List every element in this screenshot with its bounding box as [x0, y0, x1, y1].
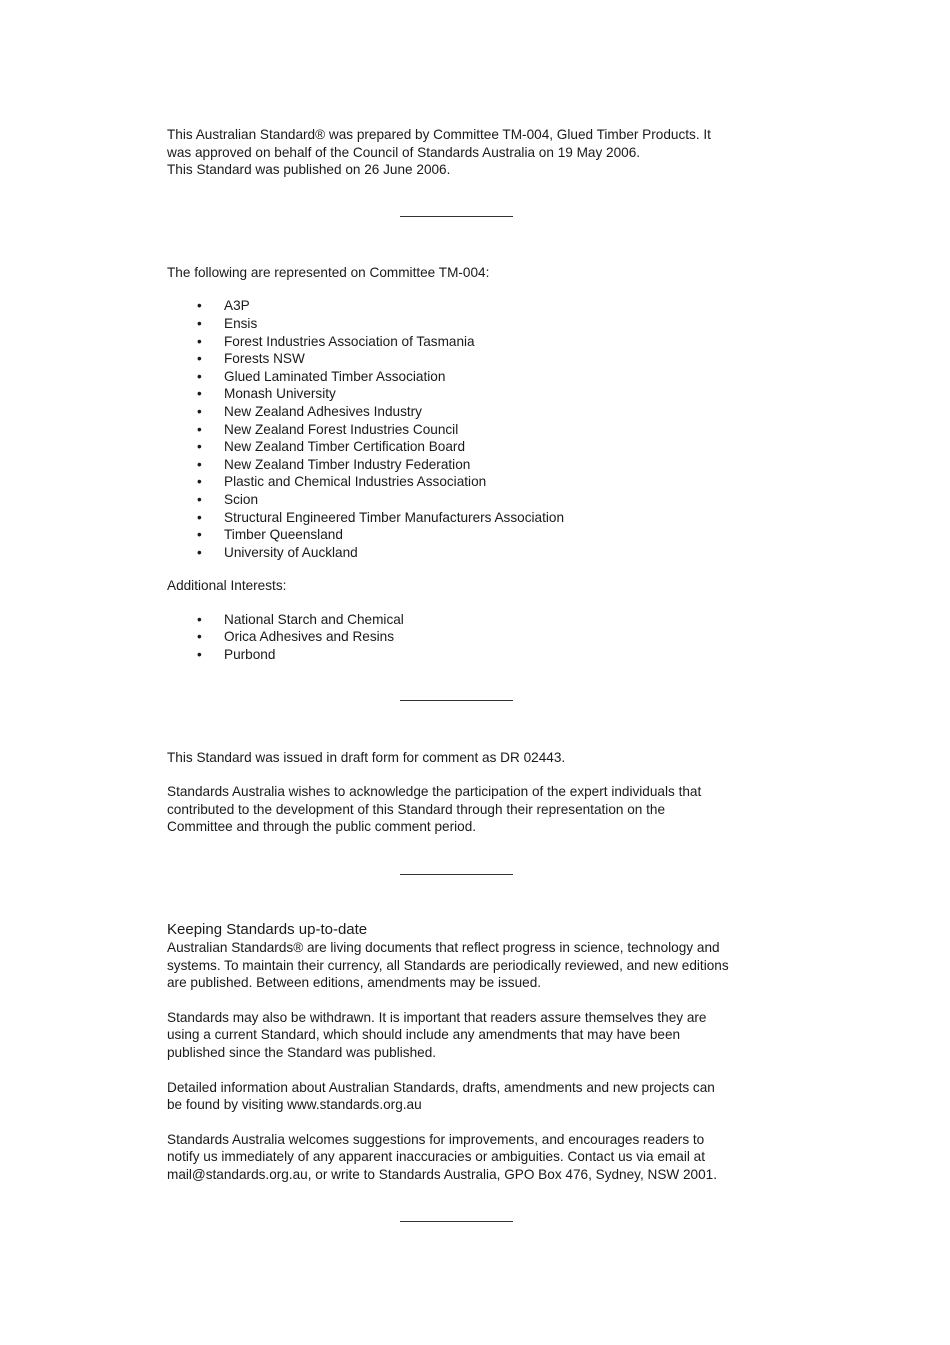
preamble-line-1: This Australian Standard® was prepared by Committee TM-004, Glued Timber Products. It	[167, 127, 711, 142]
uptodate-paragraph-3	[167, 1079, 757, 1114]
additional-interest: Orica Adhesives and Resins	[224, 629, 395, 645]
uptodate-p2-line-2: using a current Standard, which should include any amendments that may have been	[167, 1027, 681, 1043]
preamble	[167, 126, 757, 179]
uptodate-paragraph-1	[167, 939, 757, 992]
list-item	[167, 491, 757, 509]
uptodate-p1-line-3: are published. Between editions, amendments may be issued.	[167, 975, 542, 991]
bullet-icon: •	[197, 544, 202, 560]
committee-member: Structural Engineered Timber Manufacturers Association	[224, 509, 565, 525]
committee-member: University of Auckland	[224, 544, 358, 560]
list-item	[167, 456, 757, 474]
committee-member: Forest Industries Association of Tasmania	[224, 333, 475, 349]
bullet-icon: •	[197, 298, 202, 314]
committee-member: New Zealand Timber Industry Federation	[224, 456, 471, 472]
committee-member-list	[167, 297, 757, 561]
bullet-icon: •	[197, 509, 202, 525]
committee-member: A3P	[224, 298, 250, 314]
bullet-icon: •	[197, 527, 202, 543]
committee-member: Scion	[224, 491, 259, 507]
committee-member: New Zealand Timber Certification Board	[224, 439, 466, 455]
committee-member: New Zealand Adhesives Industry	[224, 403, 422, 419]
acknowledgement	[167, 783, 757, 836]
uptodate-p4-line-2: notify us immediately of any apparent inaccuracies or ambiguities. Contact us via email at	[167, 1149, 705, 1165]
bullet-icon: •	[197, 629, 202, 645]
list-item	[167, 544, 757, 562]
additional-interests-list	[167, 611, 757, 664]
preamble-line-3: This Standard was published on 26 June 2006.	[167, 162, 451, 178]
acknowledgement-line-2: contributed to the development of this Standard through their representation on the	[167, 801, 666, 817]
uptodate-p1-line-2: systems. To maintain their currency, all Standards are periodically reviewed, and new editions	[167, 957, 729, 973]
bullet-icon: •	[197, 421, 202, 437]
committee-member: New Zealand Forest Industries Council	[224, 421, 459, 437]
bullet-icon: •	[197, 403, 202, 419]
list-item	[167, 333, 757, 351]
section-divider	[400, 874, 513, 875]
list-item	[167, 628, 757, 646]
draft-issued-note: This Standard was issued in draft form for comment as DR 02443.	[167, 749, 566, 765]
list-item	[167, 438, 757, 456]
bullet-icon: •	[197, 439, 202, 455]
list-item	[167, 385, 757, 403]
uptodate-p2-line-3: published since the Standard was published.	[167, 1045, 437, 1060]
acknowledgement-line-1: Standards Australia wishes to acknowledge the participation of the expert individuals that	[167, 784, 702, 800]
uptodate-paragraph-2	[167, 1009, 757, 1062]
list-item	[167, 473, 757, 491]
committee-intro: The following are represented on Committee TM-004:	[167, 264, 490, 280]
committee-member: Timber Queensland	[224, 527, 343, 543]
bullet-icon: •	[197, 368, 202, 384]
committee-member: Monash University	[224, 386, 336, 402]
contact-email-link[interactable]: mail@standards.org.au	[167, 1166, 308, 1182]
uptodate-p4-line-3	[167, 1166, 757, 1184]
bullet-icon: •	[197, 333, 202, 349]
committee-member: Ensis	[224, 315, 258, 331]
list-item	[167, 350, 757, 368]
additional-interest: National Starch and Chemical	[224, 611, 404, 627]
bullet-icon: •	[197, 474, 202, 490]
section-divider	[400, 700, 513, 701]
additional-interests-label: Additional Interests:	[167, 578, 287, 594]
uptodate-p3-prefix: be found by visiting	[167, 1097, 288, 1113]
uptodate-p4-suffix: , or write to Standards Australia, GPO Box 476, Sydney, NSW 2001.	[307, 1166, 718, 1182]
uptodate-paragraph-4	[167, 1131, 757, 1184]
bullet-icon: •	[197, 351, 202, 367]
uptodate-p3-line-1: Detailed information about Australian Standards, drafts, amendments and new projects can	[167, 1079, 715, 1095]
list-item	[167, 368, 757, 386]
list-item	[167, 509, 757, 527]
list-item	[167, 297, 757, 315]
list-item	[167, 526, 757, 544]
list-item	[167, 611, 757, 629]
committee-member: Plastic and Chemical Industries Association	[224, 474, 487, 490]
uptodate-p4-line-1: Standards Australia welcomes suggestions for improvements, and encourages readers to	[167, 1131, 705, 1147]
committee-member: Glued Laminated Timber Association	[224, 368, 446, 384]
bullet-icon: •	[197, 456, 202, 472]
section-divider	[400, 216, 513, 217]
uptodate-p1-line-1: Australian Standards® are living documents that reflect progress in science, technology and	[167, 940, 720, 956]
standards-website-link[interactable]: www.standards.org.au	[287, 1097, 422, 1113]
list-item	[167, 646, 757, 664]
bullet-icon: •	[197, 386, 202, 402]
uptodate-p2-line-1: Standards may also be withdrawn. It is important that readers assure themselves they are	[167, 1009, 707, 1025]
document-page	[167, 126, 757, 1222]
uptodate-p3-line-2	[167, 1096, 757, 1114]
section-divider	[400, 1221, 513, 1222]
bullet-icon: •	[197, 315, 202, 331]
section-heading: Keeping Standards up-to-date	[167, 921, 368, 939]
list-item	[167, 421, 757, 439]
bullet-icon: •	[197, 611, 202, 627]
bullet-icon: •	[197, 491, 202, 507]
acknowledgement-line-3: Committee and through the public comment period.	[167, 819, 477, 835]
bullet-icon: •	[197, 647, 202, 663]
additional-interest: Purbond	[224, 647, 276, 663]
list-item	[167, 403, 757, 421]
preamble-line-2: was approved on behalf of the Council of Standards Australia on 19 May 2006.	[167, 144, 641, 160]
committee-member: Forests NSW	[224, 351, 305, 367]
list-item	[167, 315, 757, 333]
